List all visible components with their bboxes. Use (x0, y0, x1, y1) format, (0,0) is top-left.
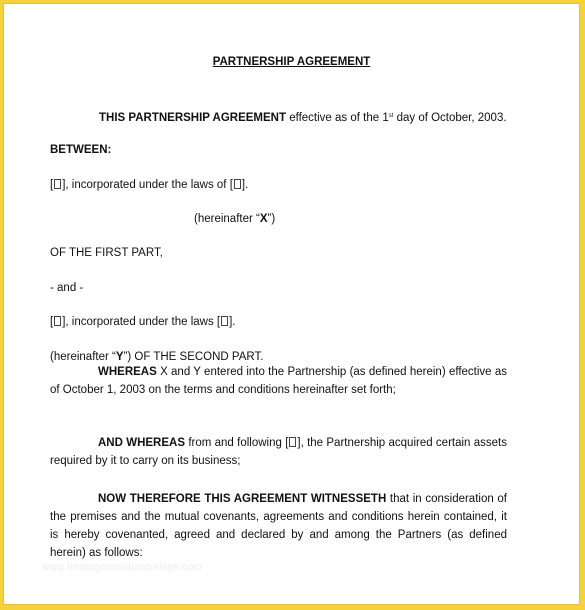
whereas-bold: WHEREAS (98, 366, 157, 378)
intro-line (99, 109, 507, 125)
placeholder-box-icon (54, 179, 61, 189)
hereinafter-y-pre: (hereinafter “ (50, 351, 116, 363)
placeholder-box-icon (289, 437, 296, 447)
hereinafter-y-bold: Y (115, 351, 124, 363)
and-whereas-paragraph (50, 434, 507, 470)
intro-text-1: effective as of the 1 (286, 112, 389, 124)
watermark: www.heritagechristiancollege.com (42, 562, 203, 573)
between-heading (50, 143, 111, 157)
document-page (3, 3, 580, 605)
and-whereas-text-1: from and following [ (185, 437, 289, 449)
placeholder-box-icon (234, 179, 241, 189)
placeholder-box-icon (221, 316, 228, 326)
whereas-text: X and Y entered into the Partnership (as defined herein) effective as of October 1, 2003 on the terms and conditions hereinafter set forth; (50, 366, 507, 396)
party1-line: [ ], incorporated under the laws of [ ]. (50, 179, 249, 191)
and-separator: - and - (50, 282, 84, 294)
intro-text-2: day of October, 2003. (393, 112, 507, 124)
hereinafter-x-line (194, 212, 275, 226)
whereas-paragraph (50, 363, 507, 399)
and-whereas-text-2: ], the Partnership acquired certain assets required by it to carry on its business; (50, 437, 507, 467)
intro-sup: st (388, 113, 394, 119)
party1-end: ]. (241, 179, 249, 191)
first-part-line: OF THE FIRST PART, (50, 247, 163, 259)
between-label: BETWEEN: (50, 144, 112, 156)
placeholder-box-icon (54, 316, 61, 326)
document-title: PARTNERSHIP AGREEMENT (212, 56, 371, 68)
and-whereas-bold: AND WHEREAS (98, 437, 186, 449)
now-therefore-bold: NOW THEREFORE THIS AGREEMENT WITNESSETH (98, 493, 387, 505)
now-therefore-paragraph (50, 490, 507, 562)
hereinafter-x-post: ”) (267, 213, 276, 225)
party2-end: ]. (229, 316, 236, 328)
party2-text: , incorporated under the laws [ (65, 316, 221, 328)
hereinafter-y-line (50, 350, 263, 364)
hereinafter-x-pre: (hereinafter “ (194, 213, 260, 225)
hereinafter-x-bold: X (259, 213, 268, 225)
party2-line: [ ], incorporated under the laws [ ]. (50, 316, 236, 328)
intro-bold: THIS PARTNERSHIP AGREEMENT (99, 112, 286, 124)
now-therefore-text: that in consideration of the premises and the mutual covenants, agreements and conditions herein contained, it is hereby covenanted, agreed and declared by and among the Partners (as defined herein) as follows: (50, 493, 507, 559)
party1-text: , incorporated under the laws of [ (65, 179, 233, 191)
hereinafter-y-post: ”) OF THE SECOND PART. (123, 351, 264, 363)
